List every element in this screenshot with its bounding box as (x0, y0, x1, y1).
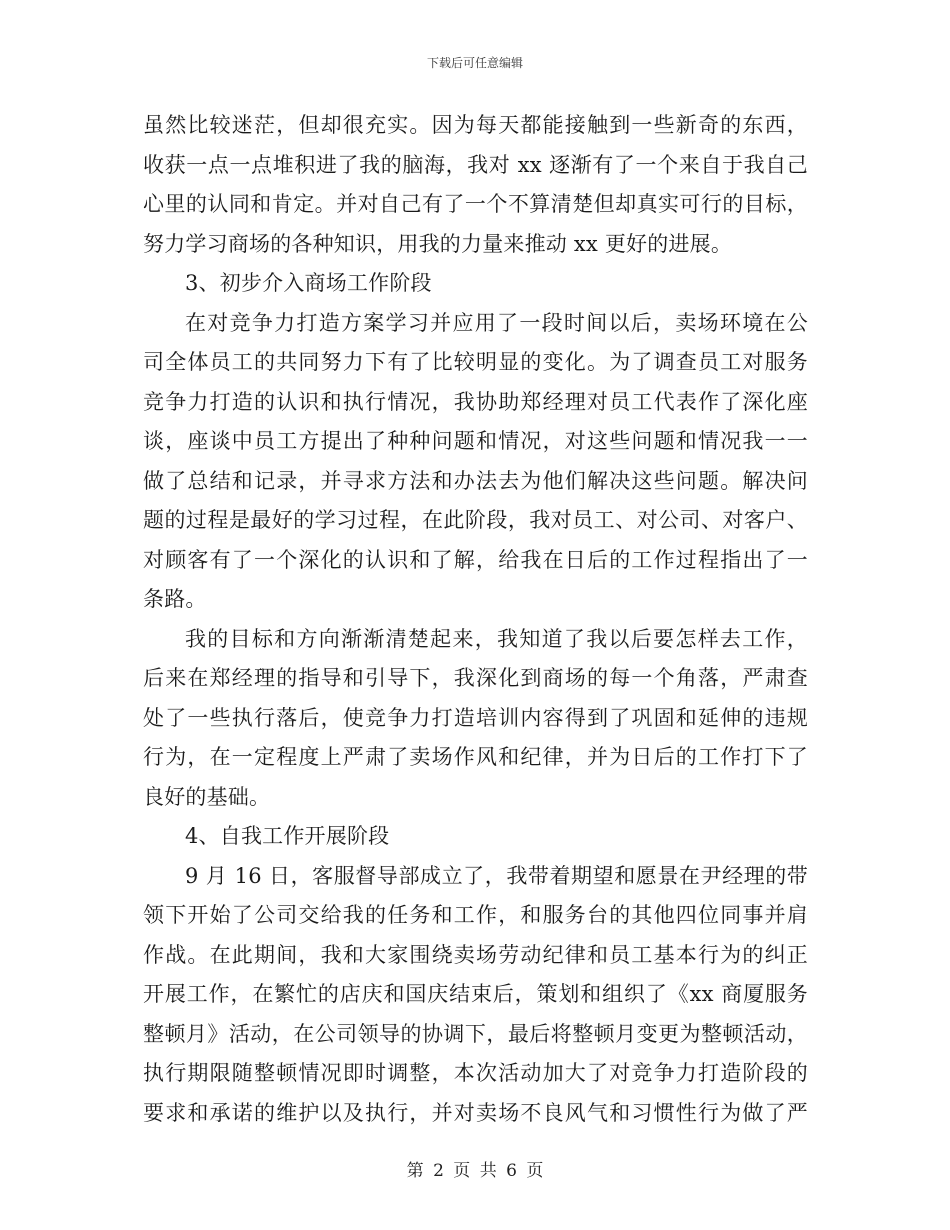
text-line: 竞争力打造的认识和执行情况，我协助郑经理对员工代表作了深化座 (143, 389, 808, 414)
text-line: 题的过程是最好的学习过程，在此阶段，我对员工、对公司、对客户、 (143, 508, 808, 532)
text-line: 良好的基础。 (143, 784, 271, 809)
page-header: 下载后可任意编辑 (426, 56, 523, 70)
text-line: 4、自我工作开展阶段 (185, 824, 390, 848)
text-line: 司全体员工的共同努力下有了比较明显的变化。为了调查员工对服务 (143, 350, 808, 374)
document-body (143, 106, 808, 1133)
text-line: 执行期限随整顿情况即时调整，本次活动加大了对竞争力打造阶段的 (143, 1061, 808, 1085)
text-line: 努力学习商场的各种知识，用我的力量来推动 xx 更好的进展。 (143, 231, 733, 256)
text-line: 行为，在一定程度上严肃了卖场作风和纪律，并为日后的工作打下了 (143, 745, 808, 769)
text-line: 收获一点一点堆积进了我的脑海，我对 xx 逐渐有了一个来自于我自己 (143, 152, 808, 177)
text-line: 我的目标和方向渐渐清楚起来，我知道了我以后要怎样去工作， (185, 626, 808, 651)
text-line: 心里的认同和肯定。并对自己有了一个不算清楚但却真实可行的目标， (143, 192, 808, 216)
text-line: 处了一些执行落后，使竞争力打造培训内容得到了巩固和延伸的违规 (143, 705, 808, 730)
text-line: 对顾客有了一个深化的认识和了解，给我在日后的工作过程指出了一 (143, 547, 808, 572)
text-line: 领下开始了公司交给我的任务和工作，和服务台的其他四位同事并肩 (143, 903, 808, 927)
text-line: 后来在郑经理的指导和引导下，我深化到商场的每一个角落，严肃查 (143, 666, 808, 690)
text-line: 在对竞争力打造方案学习并应用了一段时间以后，卖场环境在公 (185, 310, 808, 335)
text-line: 做了总结和记录，并寻求方法和办法去为他们解决这些问题。解决问 (143, 468, 808, 493)
text-line: 整顿月》活动，在公司领导的协调下，最后将整顿月变更为整顿活动， (143, 1021, 808, 1046)
text-line: 条路。 (143, 587, 207, 611)
page-footer: 第 2 页 共 6 页 (406, 1161, 544, 1181)
text-line: 开展工作，在繁忙的店庆和国庆结束后，策划和组织了《xx 商厦服务 (143, 982, 808, 1006)
text-line: 9 月 16 日，客服督导部成立了，我带着期望和愿景在尹经理的带 (185, 863, 808, 888)
text-line: 虽然比较迷茫，但却很充实。因为每天都能接触到一些新奇的东西， (143, 113, 808, 137)
text-line: 3、初步介入商场工作阶段 (185, 271, 432, 295)
text-line: 要求和承诺的维护以及执行，并对卖场不良风气和习惯性行为做了严 (143, 1100, 808, 1125)
text-line: 谈，座谈中员工方提出了种种问题和情况，对这些问题和情况我一一 (143, 429, 808, 453)
text-line: 作战。在此期间，我和大家围绕卖场劳动纪律和员工基本行为的纠正 (143, 942, 808, 967)
